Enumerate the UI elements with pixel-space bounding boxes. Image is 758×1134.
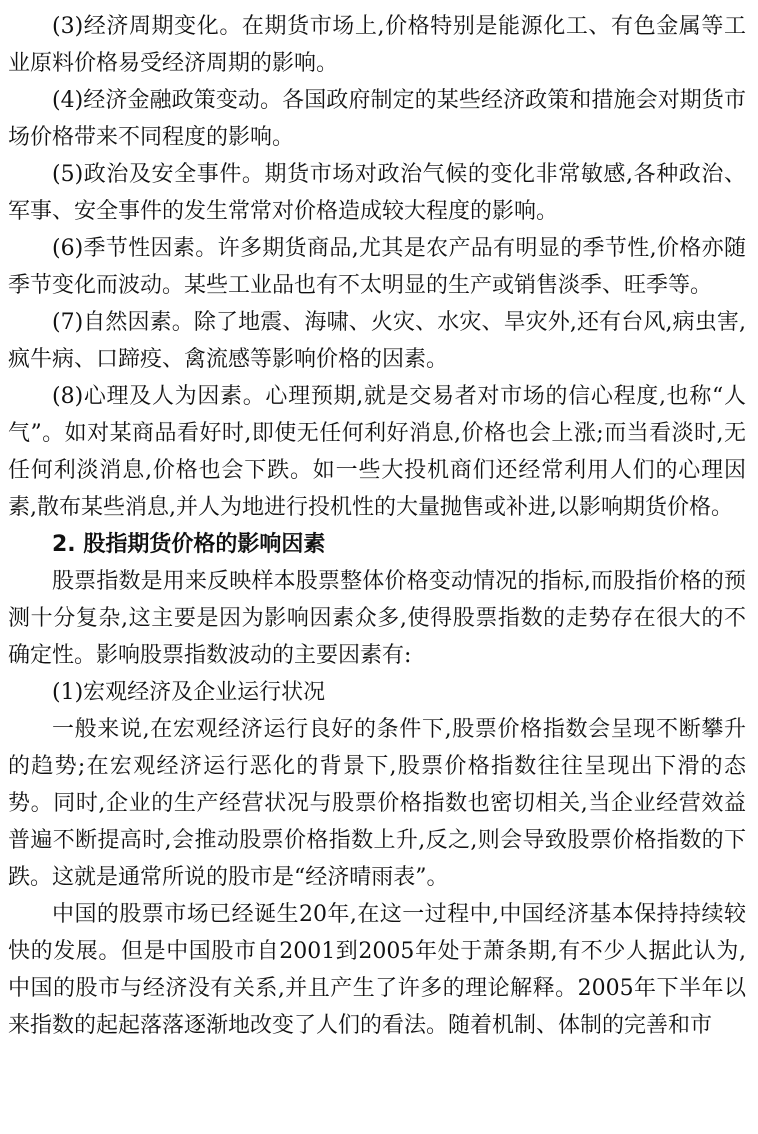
paragraph-index-intro: 股票指数是用来反映样本股票整体价格变动情况的指标,而股指价格的预测十分复杂,这主要是因为影响因素众多,使得股票指数的走势存在很大的不确定性。影响股票指数波动的主要因素有: [8, 569, 746, 668]
section-heading: 2. 股指期货价格的影响因素 [52, 532, 326, 557]
paragraph-macro-economy: 一般来说,在宏观经济运行良好的条件下,股票价格指数会呈现不断攀升的趋势;在宏观经济运行恶化的背景下,股票价格指数往往呈现出下滑的态势。同时,企业的生产经营状况与股票价格指数也密切相关,当企业经营效益普遍不断提高时,会推动股票价格指数上升,反之,则会导致股票价格指数的下跌。这就是通常所说的股市是“经济晴雨表”。 [8, 717, 746, 890]
paragraph-china-market: 中国的股票市场已经诞生20年,在这一过程中,中国经济基本保持持续较快的发展。但是中国股市自2001到2005年处于萧条期,有不少人据此认为,中国的股市与经济没有关系,并且产生了许多的理论解释。2005年下半年以来指数的起起落落逐渐地改变了人们的看法。随着机制、体制的完善和市 [8, 902, 746, 1038]
paragraph-subheading-macro: (1)宏观经济及企业运行状况 [52, 680, 326, 705]
paragraph-seasonal-factors: (6)季节性因素。许多期货商品,尤其是农产品有明显的季节性,价格亦随季节变化而波动。某些工业品也有不太明显的生产或销售淡季、旺季等。 [8, 236, 746, 298]
paragraph-political-events: (5)政治及安全事件。期货市场对政治气候的变化非常敏感,各种政治、军事、安全事件的发生常常对价格造成较大程度的影响。 [8, 162, 746, 224]
paragraph-natural-factors: (7)自然因素。除了地震、海啸、火灾、水灾、旱灾外,还有台风,病虫害,疯牛病、口蹄疫、禽流感等影响价格的因素。 [8, 310, 746, 372]
paragraph-policy-change: (4)经济金融政策变动。各国政府制定的某些经济政策和措施会对期货市场价格带来不同程度的影响。 [8, 88, 746, 150]
paragraph-economic-cycle: (3)经济周期变化。在期货市场上,价格特别是能源化工、有色金属等工业原料价格易受经济周期的影响。 [8, 14, 746, 76]
paragraph-psychological-factors: (8)心理及人为因素。心理预期,就是交易者对市场的信心程度,也称“人气”。如对某商品看好时,即使无任何利好消息,价格也会上涨;而当看淡时,无任何利淡消息,价格也会下跌。如一些大投机商们还经常利用人们的心理因素,散布某些消息,并人为地进行投机性的大量抛售或补进,以影响期货价格。 [8, 384, 746, 520]
